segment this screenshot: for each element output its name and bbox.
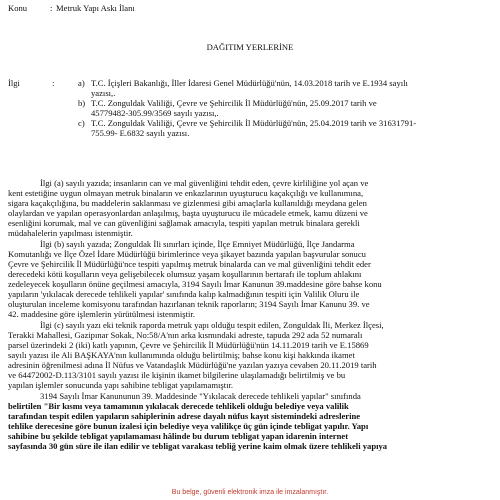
bold-quote-line: sayfasında 30 gün süre ile ilan edilir ve tebligat varakası tebliğ yerine kaim olmak üzere tehlikeli yapıya [8,441,388,451]
ilgi-c-line-1: T.C. Zonguldak Valiliği, Çevre ve Şehircilik İl Müdürlüğü'nün, 25.04.2019 tarih ve 31631791- [91,118,417,128]
body-line: Çevre ve Şehircilik İl Müdürlüğü'nce tespiti yapılmış metruk binalarda can ve mal güvenliğini tehdit eder [8,259,371,269]
e-signature-notice: Bu belge, güvenli elektronik imza ile imzalanmıştır. [171,489,329,496]
ilgi-a-line-1: T.C. İçişleri Bakanlığı, İller İdaresi Genel Müdürlüğü'nün, 14.03.2018 tarih ve E.1934 sayılı [91,78,408,88]
konu-value: Metruk Yapı Askı İlanı [56,3,135,13]
ilgi-label: İlgi [8,78,20,88]
body-line: derecedeki kötü koşulların veya gelişebilecek olumsuz yaşam koşullarının bertarafı ile toplum ahlakını [8,269,362,279]
ilgi-c-line-2: 755.99- E.6832 sayılı yazısı. [91,128,190,138]
body-line: sigara kaçakçılığına, bu maddelerin saklanması ve gizlenmesi gibi amaçlarla kullanıldığı meydana gelen [8,198,367,208]
konu-separator: : [50,3,53,13]
bold-quote-line: tehlike derecesine göre bunun izalesi için belediye veya valilikçe üç gün içinde tebligat yapılır. Yapı [8,421,369,431]
body-line: 3194 Sayılı İmar Kanununun 39. Maddesinde "Yıkılacak derecede tehlikeli yapılar" sınıfında [40,391,361,401]
body-line: İlgi (a) sayılı yazıda; insanların can ve mal güvenliğini tehdit eden, çevre kirliliğine yol açan ve [40,178,369,188]
body-line: adresinin öğrenilmesi adına İl Nüfus ve Vatandaşlık Müdürlüğü'ne yazılan yazıya cevaben 20.11.2019 tarih [8,360,377,370]
body-line: sayılı yazısı ile Ali BAŞKAYA'nın kullanımında olduğu belirtilmiş; bahse konu kişi hakkında ikamet [8,350,355,360]
body-line: zedeleyecek koşulların önüne geçilmesi amacıyla, 3194 Sayılı İmar Kanunun 39.maddesine göre bahse konu [8,279,382,289]
body-line: yapıların 'yıkılacak derecede tehlikeli yapılar' sınıfında kalıp kalmadığının tespiti için Valilik Oluru ile [8,289,360,299]
document-title: DAĞITIM YERLERİNE [206,42,294,52]
body-line: İlgi (b) sayılı yazıda; Zonguldak İli sınırları içinde, İlçe Emniyet Müdürlüğü, İlçe Jandarma [40,239,355,249]
body-line: Terakki Mahallesi, Gazipınar Sokak, No:58/A'nın arka kısmındaki adreste, tapuda 292 ada 52 numaralı [8,330,363,340]
ilgi-separator: : [52,78,55,88]
body-line: parsel üzerindeki 2 (iki) katlı yapının, Çevre ve Şehircilik İl Müdürlüğü'nün 14.11.2019 tarih ve E.15869 [8,340,369,350]
ilgi-b-mark: b) [78,98,86,108]
bold-quote-line: sahibine bu şekilde tebligat yapılamaması hâlinde bu durum tebligat yapan idarenin internet [8,431,349,441]
bold-quote-line: belirtilen "Bir kısmı veya tamamının yıkılacak derecede tehlikeli olduğu belediye veya valilik [8,401,349,411]
body-line: ve 64472002-D.113/3101 sayılı yazısı ile kişinin ikamet bilgilerine ulaşılamadığı belirtilmiş ve bu [8,370,346,380]
body-line: Komutanlığı ve İlçe Özel İdare Müdürlüğü birimlerince veya şikayet bazında yapılan başvurular sonucu [8,249,366,259]
konu-label: Konu [8,3,28,13]
ilgi-a-mark: a) [78,78,85,88]
body-line: 42. maddesine göre işlemlerin yürütülmesi istenmiştir. [8,309,195,319]
body-line: yapılan işlemler sonucunda yapı sahibine tebligat yapılamamıştır. [8,380,234,390]
body-line: müdahalelerin yapılması istenmiştir. [8,228,133,238]
ilgi-a-line-2: yazısı,. [91,88,116,98]
body-line: esenliğini korumak, mal ve can güvenliğini sağlamak amacıyla, tespiti yapılan metruk binalara gerekli [8,218,360,228]
body-line: olaylardan ve yapılan operasyonlardan anlaşılmış, başta uyuşturucu ile mücadele etmek, kamu düzeni ve [8,208,368,218]
body-line: İlgi (c) sayılı yazı eki teknik raporda metruk yapı olduğu tespit edilen, Zonguldak İli, Merkez İlçesi, [40,320,384,330]
body-line: oluşturulan inceleme komisyonu tarafından hazırlanan teknik raporların; 3194 Sayılı İmar Kanunu 39. ve [8,299,370,309]
body-line: kent estetiğine uygun olmayan metruk binaların ve enkazlarının uyuşturucu kaçakçılığı ve kullanımına, [8,188,364,198]
ilgi-c-mark: c) [78,118,85,128]
ilgi-b-line-2: 45779482-305.99/3569 sayılı yazısı,. [91,108,219,118]
ilgi-b-line-1: T.C. Zonguldak Valiliği, Çevre ve Şehircilik İl Müdürlüğü'nün, 25.09.2017 tarih ve [91,98,377,108]
bold-quote-line: tarafından tespit edilen yapıların sahiplerinin adrese dayalı nüfus kayıt sistemindeki adreslerine [8,411,361,421]
